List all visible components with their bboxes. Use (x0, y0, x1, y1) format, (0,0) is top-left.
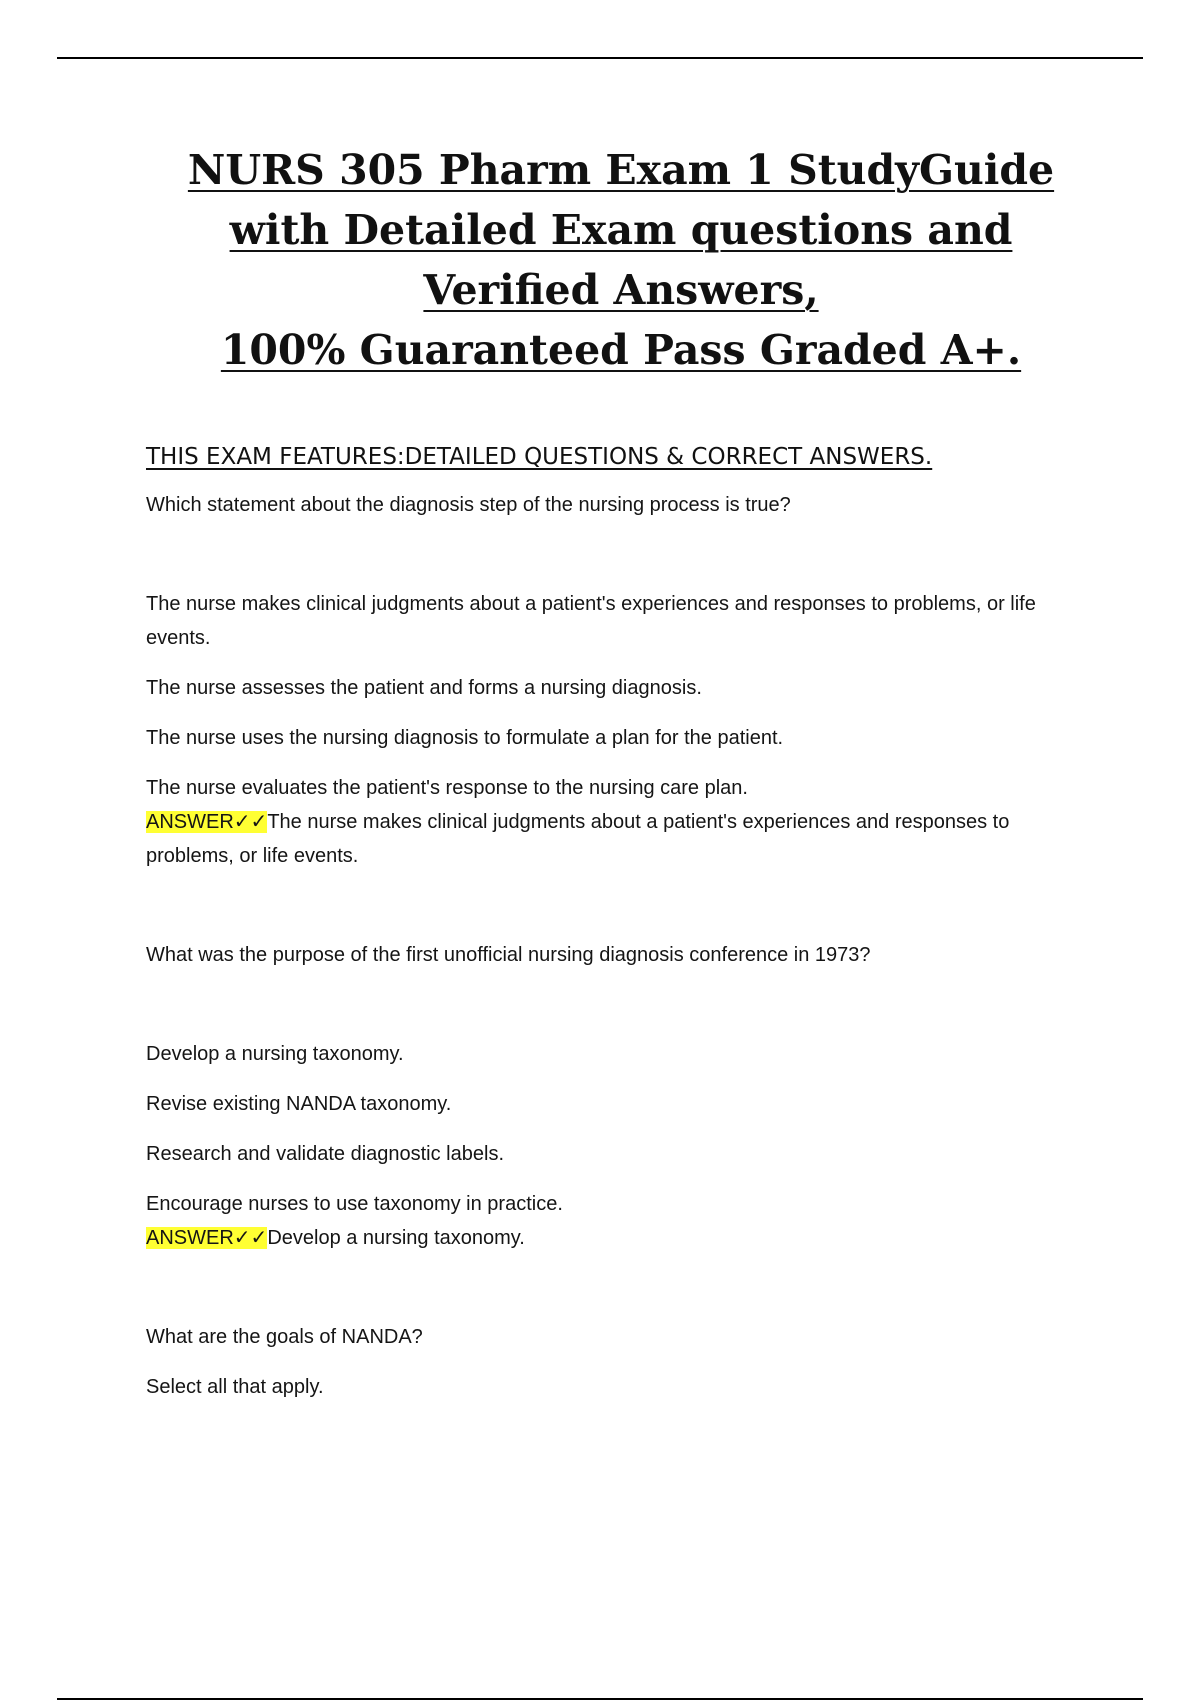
option-item: The nurse uses the nursing diagnosis to formulate a plan for the patient. (146, 727, 784, 749)
option-item: The nurse evaluates the patient's response to the nursing care plan. (146, 777, 748, 799)
option-item: Research and validate diagnostic labels. (146, 1143, 504, 1165)
option-item: The nurse assesses the patient and forms a nursing diagnosis. (146, 677, 702, 699)
question-block-1 (146, 488, 1096, 873)
answer-text: The nurse makes clinical judgments about a patient's experiences and responses to problems, or life events. (146, 811, 1010, 867)
answer-label: ANSWER✓✓ (146, 1227, 268, 1249)
select-all-note: Select all that apply. (146, 1376, 324, 1398)
option-item: Develop a nursing taxonomy. (146, 1043, 404, 1065)
answer-text: Develop a nursing taxonomy. (267, 1227, 525, 1249)
title-line-2: with Detailed Exam questions and (229, 206, 1013, 254)
document-body (146, 140, 1096, 1404)
answer-line (146, 805, 1096, 873)
features-heading: THIS EXAM FEATURES:DETAILED QUESTIONS & CORRECT ANSWERS. (146, 444, 933, 470)
question-block-3 (146, 1320, 1096, 1404)
option-item: Encourage nurses to use taxonomy in practice. (146, 1193, 563, 1215)
title-line-1: NURS 305 Pharm Exam 1 StudyGuide (187, 146, 1055, 194)
answer-label: ANSWER✓✓ (146, 811, 268, 833)
document-title (146, 140, 1096, 380)
title-line-3: Verified Answers, (423, 266, 819, 314)
title-line-4: 100% Guaranteed Pass Graded A+. (220, 326, 1022, 374)
option-item: Revise existing NANDA taxonomy. (146, 1093, 452, 1115)
answer-line (146, 1221, 1096, 1255)
option-item: The nurse makes clinical judgments about a patient's experiences and responses to problems, or life events. (146, 593, 1036, 649)
question-text: What was the purpose of the first unofficial nursing diagnosis conference in 1973? (146, 944, 871, 966)
question-text: What are the goals of NANDA? (146, 1326, 423, 1348)
question-text: Which statement about the diagnosis step of the nursing process is true? (146, 494, 791, 516)
top-rule (57, 57, 1143, 59)
question-block-2 (146, 938, 1096, 1255)
